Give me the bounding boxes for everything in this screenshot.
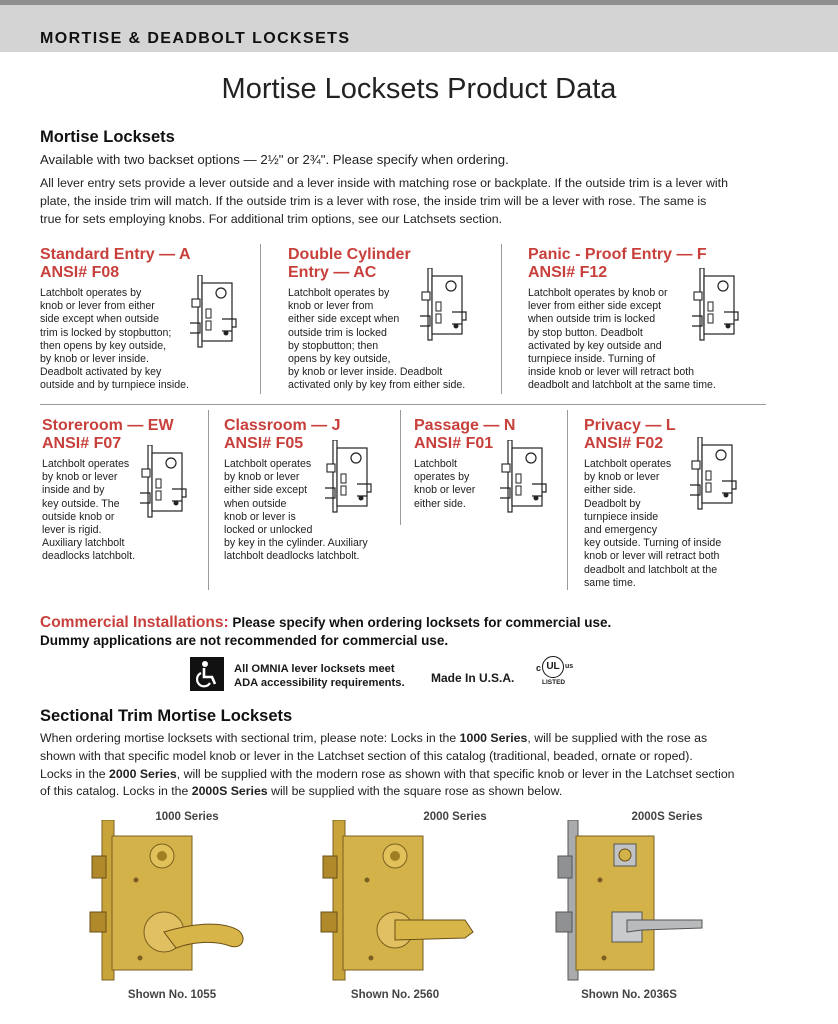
ada-line: All OMNIA lever locksets meet — [234, 663, 395, 675]
product-desc-line: Latchbolt operates by — [288, 287, 390, 299]
product-title: Standard Entry — A — [40, 246, 191, 263]
grid-divider — [208, 410, 209, 590]
product-desc-line: Auxiliary latchbolt — [42, 537, 125, 550]
made-in-usa: Made In U.S.A. — [431, 671, 515, 685]
product-desc-line: Latchbolt operates by — [40, 287, 142, 299]
product-ansi: ANSI# F08 — [40, 264, 120, 281]
shown-caption: Shown No. 2036S — [581, 989, 677, 1001]
product-desc-line: by knob or lever — [224, 471, 300, 484]
product-desc-line: either side except when — [288, 313, 400, 326]
product-desc-line: by stopbutton; then — [288, 339, 379, 352]
product-desc-line: deadbolt and latchbolt at the same time. — [528, 379, 716, 392]
mortise-heading: Mortise Locksets — [40, 128, 175, 146]
commercial-label: Commercial Installations: — [40, 614, 229, 631]
product-desc-line: knob or lever is — [224, 510, 296, 523]
ada-statement — [234, 662, 405, 690]
product-title: Classroom — J — [224, 417, 341, 434]
product-ansi: ANSI# F05 — [224, 435, 304, 452]
grid-divider — [501, 244, 502, 394]
sectional-text: , will be supplied with the modern rose as shown with that specific knob or lever in the Latchset section — [176, 766, 735, 781]
product-desc-line: turnpiece inside. Turning of — [528, 353, 656, 366]
page-title: Mortise Locksets Product Data — [221, 73, 617, 105]
product-desc-line: opens by key outside, — [288, 353, 391, 366]
product-title: Passage — N — [414, 417, 516, 434]
product-desc-line: same time. — [584, 576, 636, 589]
product-title: Privacy — L — [584, 417, 676, 434]
product-desc-line: lever is rigid. — [42, 524, 102, 537]
product-desc-line: by knob or lever inside. — [40, 353, 149, 366]
lockset-1000-series-image — [80, 820, 270, 990]
lock-diagram-icon — [190, 275, 240, 351]
product-ansi: ANSI# F01 — [414, 435, 494, 452]
grid-divider — [567, 410, 568, 590]
lock-diagram-icon — [325, 440, 375, 516]
accessibility-icon — [190, 657, 224, 691]
commercial-line1: Please specify when ordering locksets for commercial use. — [232, 615, 612, 630]
intro-line: true for sets employing knobs. For additional trim options, see our Latchsets section. — [40, 212, 503, 226]
product-desc-line: key outside. Turning of inside — [584, 537, 722, 550]
ul-mark: UL — [542, 656, 564, 678]
product-desc-line: Deadbolt activated by key — [40, 366, 162, 379]
product-desc-line: latchbolt deadlocks latchbolt. — [224, 550, 360, 563]
sectional-heading: Sectional Trim Mortise Locksets — [40, 707, 293, 725]
product-title: Panic - Proof Entry — F — [528, 246, 707, 263]
series-name: 1000 Series — [459, 731, 528, 745]
sectional-paragraph — [40, 730, 830, 801]
product-desc-line: Latchbolt operates — [584, 458, 672, 470]
product-desc-line: activated only by key from either side. — [288, 379, 466, 392]
series-label: 2000 Series — [423, 811, 487, 823]
product-desc-line: trim is locked by stopbutton; — [40, 326, 172, 339]
sectional-text: When ordering mortise locksets with sectional trim, please note: Locks in the — [40, 731, 460, 745]
ul-us: us — [565, 663, 574, 670]
section-header-label: MORTISE & DEADBOLT LOCKSETS — [40, 30, 351, 47]
lock-diagram-icon — [692, 268, 742, 344]
product-ansi: ANSI# F12 — [528, 264, 608, 281]
product-title: Entry — AC — [288, 264, 377, 281]
product-desc-line: by key in the cylinder. Auxiliary — [224, 537, 368, 550]
commercial-note — [40, 614, 611, 632]
product-desc-line: by stop button. Deadbolt — [528, 326, 643, 339]
product-desc-line: Deadbolt by — [584, 497, 641, 510]
intro-line: All lever entry sets provide a lever outside and a lever inside with matching rose or backplate. If the outside trim is a lever with — [40, 176, 729, 190]
product-desc-line: inside knob or lever will retract both — [528, 366, 695, 379]
header-top-rule — [0, 0, 838, 5]
product-desc-line: either side except — [224, 484, 308, 497]
product-desc-line: when outside — [224, 497, 287, 510]
product-desc-line: Latchbolt operates — [224, 458, 312, 470]
product-desc-line: and emergency — [584, 524, 658, 537]
ul-listed-icon — [532, 655, 574, 689]
lock-diagram-icon — [420, 268, 470, 344]
product-desc-line: either side. — [414, 497, 466, 510]
product-desc-line: outside and by turnpiece inside. — [40, 379, 190, 392]
grid-divider — [260, 244, 261, 394]
product-desc-line: knob or lever will retract both — [584, 550, 720, 563]
product-desc-line: outside knob or — [42, 510, 115, 523]
grid-divider — [400, 410, 401, 525]
commercial-line2: Dummy applications are not recommended for commercial use. — [40, 633, 449, 648]
product-title: Storeroom — EW — [42, 417, 174, 434]
product-panic-proof — [528, 246, 716, 393]
product-desc-line: by knob or lever — [584, 471, 660, 484]
intro-line: plate, the inside trim will match. If the outside trim is a lever with rose, the inside trim will be a lever with rose. The same is — [40, 194, 707, 208]
product-desc-line: then opens by key outside, — [40, 339, 167, 352]
intro-paragraph — [40, 174, 820, 228]
shown-caption: Shown No. 1055 — [127, 989, 217, 1001]
product-desc-line: Latchbolt operates — [42, 458, 130, 470]
sectional-text: , will be supplied with the rose as — [527, 731, 708, 745]
product-desc-line: lever from either side except — [528, 300, 662, 313]
ada-line: ADA accessibility requirements. — [234, 677, 405, 689]
product-desc-line: when outside trim is locked — [528, 313, 656, 326]
product-desc-line: by knob or lever — [42, 471, 118, 484]
product-desc-line: activated by key outside and — [528, 339, 662, 352]
product-desc-line: knob or lever from either — [40, 300, 155, 313]
series-name: 2000S Series — [191, 784, 268, 799]
ul-c: c — [536, 663, 542, 673]
product-desc-line: locked or unlocked — [224, 524, 313, 537]
series-name: 2000 Series — [109, 766, 177, 781]
product-desc-line: side except when outside — [40, 313, 159, 326]
product-desc-line: knob or lever — [414, 484, 476, 497]
product-desc-line: deadlocks latchbolt. — [42, 550, 136, 563]
product-desc-line: turnpiece inside — [584, 510, 659, 523]
product-desc-line: Latchbolt — [414, 458, 457, 470]
product-desc-line: by knob or lever inside. Deadbolt — [288, 366, 443, 379]
product-ansi: ANSI# F02 — [584, 435, 664, 452]
sectional-text: of this catalog. Locks in the — [40, 784, 192, 799]
product-title: Double Cylinder — [288, 246, 411, 263]
product-desc-line: key outside. The — [42, 497, 120, 510]
ul-listed: LISTED — [542, 679, 566, 686]
series-label: 2000S Series — [631, 811, 703, 823]
lockset-2000s-series-image — [552, 820, 732, 990]
product-desc-line: operates by — [414, 471, 470, 484]
lockset-2000-series-image — [315, 820, 495, 990]
backset-line: Available with two backset options — 2½" or 2¾". Please specify when ordering. — [40, 152, 509, 167]
product-desc-line: knob or lever from — [288, 300, 374, 313]
product-desc-line: Latchbolt operates by knob or — [528, 287, 668, 299]
lock-diagram-icon — [690, 437, 740, 513]
product-desc-line: either side. — [584, 484, 636, 497]
product-desc-line: outside trim is locked — [288, 326, 387, 339]
product-desc-line: deadbolt and latchbolt at the — [584, 563, 718, 576]
sectional-text: Locks in the — [40, 766, 110, 781]
lock-diagram-icon — [140, 445, 190, 521]
product-standard-entry — [40, 246, 191, 393]
product-desc-line: inside and by — [42, 484, 105, 497]
lock-diagram-icon — [500, 440, 550, 516]
product-ansi: ANSI# F07 — [42, 435, 122, 452]
shown-caption: Shown No. 2560 — [350, 989, 440, 1001]
sectional-text: shown with that specific model knob or lever in the Latchset section of this catalog (traditional, beaded, ornate or roped). — [40, 748, 693, 763]
grid-divider — [40, 404, 766, 405]
series-label: 1000 Series — [155, 811, 219, 823]
sectional-text: will be supplied with the square rose as shown below. — [267, 784, 563, 799]
